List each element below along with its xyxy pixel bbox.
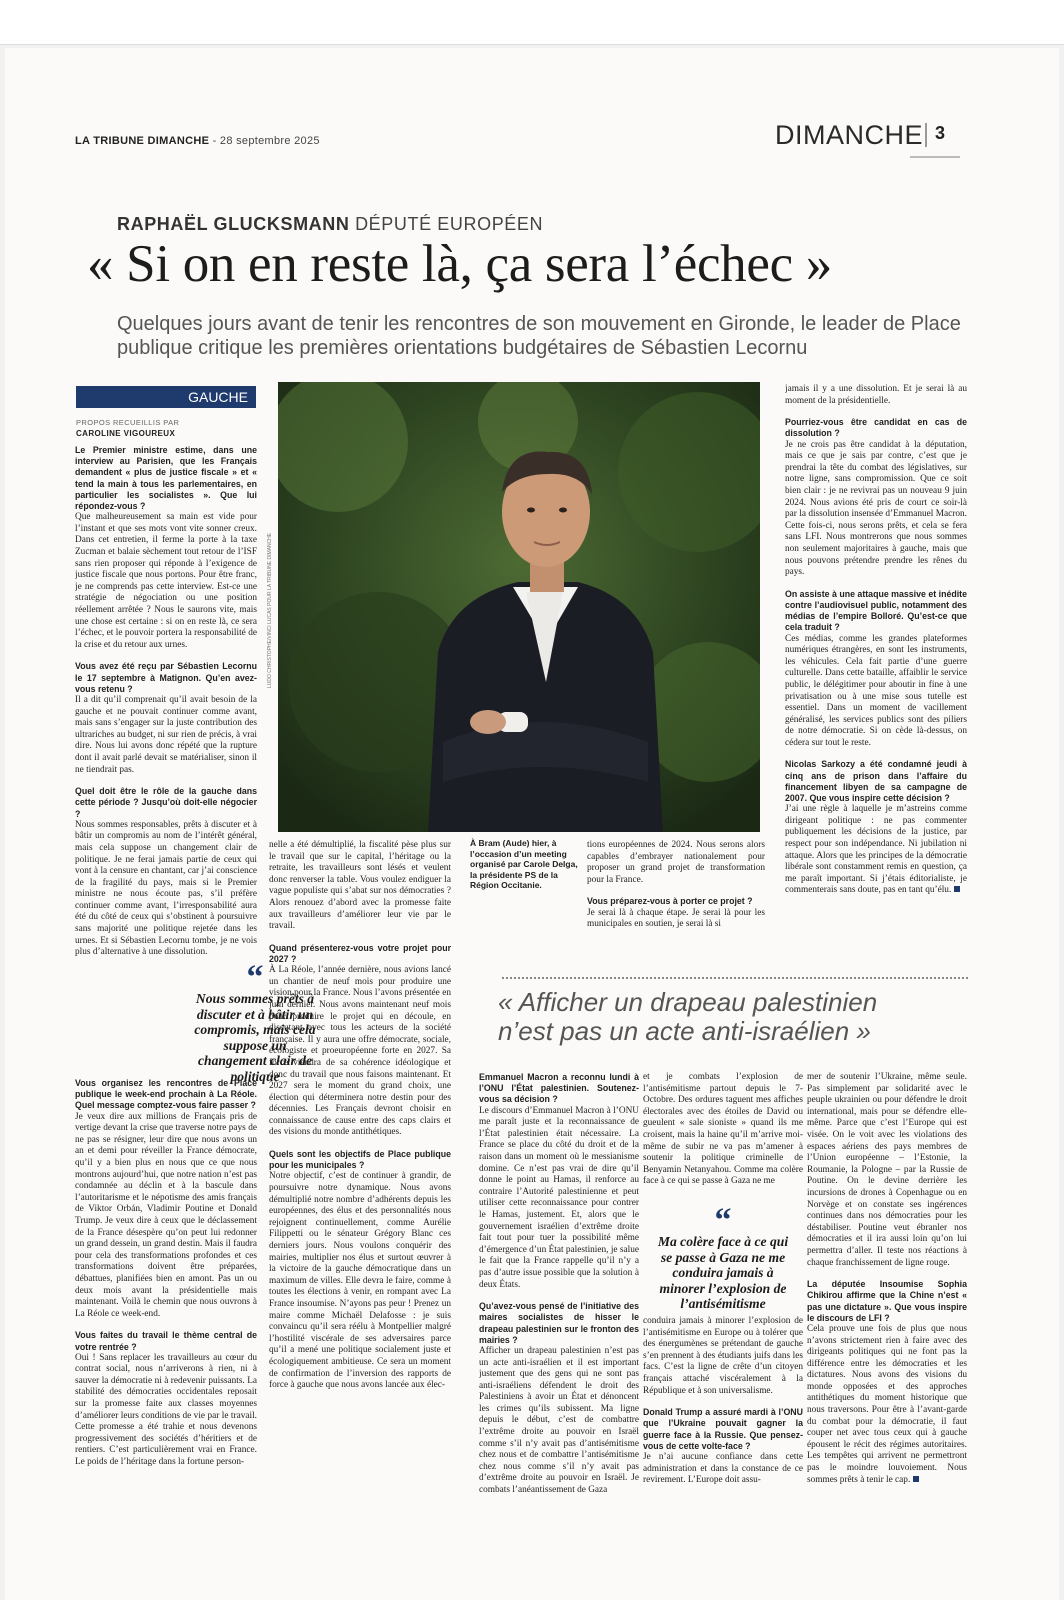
interview-answer: Afficher un drapeau palestinien n’est pas un acte anti-israélien et il est important justement que des gens qui ne sont pas anti-israéliens défendent le droit des Palestiniens à avoir un État et dénoncent les crimes qu’ils subissent. Ma ligne depuis le début, c’est de combattre l’extrême droite au pouvoir en Israël comme s’il n’y avait pas d’antisémitisme chez nous et de combattre l’antisémitisme chez nous comme s’il n’y avait pas d’extrême droite au pouvoir en Israël. Je combats l’anéantissement de Gaza [479, 1345, 639, 1496]
article-column-3 [587, 840, 765, 970]
headline: « Si on en reste là, ça sera l’échec » [87, 235, 832, 293]
portrait-photo [278, 382, 760, 832]
newspaper-page [5, 48, 1059, 1600]
paragraph [785, 384, 967, 407]
paragraph [587, 840, 765, 886]
interview-answer: Ces médias, comme les grandes plateformes numériques étrangères, en sont les instruments, les véhicules. Cela fait partie d’une guerre culturelle. Dans cette bataille, affaiblir le service public, le délégitimer pour aboutir in fine à une privatisation ou à une mise sous tutelle est essentiel. Dans un moment de vacillement généralisé, les services publics sont des piliers de notre démocratie. Si on cède là-dessus, on cédera sur tout le reste. [785, 633, 967, 748]
pull-quote-2-text: Ma colère face à ce qui se passe à Gaza ne me conduira jamais à minorer l’explosion de l’antisémitisme [657, 1234, 789, 1311]
interview-answer: mer de soutenir l’Ukraine, même seule. Pas simplement par solidarité avec le peuple ukrainien ou pour défendre le droit international, mais pour se défendre elle-même. Parce que c’est l’Europe qui est visée. On le voit avec les violations des espaces aériens des pays membres de l’Union européenne – l’Estonie, la Roumanie, la Pologne – par la Russie de Poutine. On le devine derrière les incursions de drones à Copenhague ou en Norvège et on constate ses ingérences continues dans nos démocraties pour les déstabiliser. Poutine veut ébranler nos démocraties et il ira aussi loin qu’on lui permettra d’aller. Il teste nos réactions à chaque franchissement de ligne rouge. [807, 1072, 967, 1268]
section-rule [910, 156, 960, 158]
paragraph [479, 1301, 639, 1497]
lower-column-1 [479, 1072, 639, 1588]
interview-answer: Nous sommes responsables, prêts à discuter et à bâtir un compromis au nom de l’intérêt général, mais cela suppose un changement clair de politique. Je ne ferai jamais partie de ceux qui vont à la censure en chantant, car j’ai conscience de la fragilité du pays, mais si le Premier ministre ne nous écoute pas, s’il préfère continuer comme avant, l’irresponsabilité aura été du côté de ceux qui s’obstinent à poursuivre sans majorité une politique rejetée dans les urnes. Et si Sébastien Lecornu tombe, je ne vois plus d’alternative à une dissolution. [75, 819, 257, 958]
paragraph [643, 1316, 803, 1397]
interview-answer: tions européennes de 2024. Nous serons alors capables d’embrayer nationalement pour proposer un grand projet de transformation pour la France. [587, 840, 765, 885]
interview-answer: et je combats l’explosion de l’antisémitisme partout depuis le 7-Octobre. Des ordures taguent mes affiches électorales avec des étoiles de David ou gueulent « sale sioniste » quand ils me croisent, mais la haine qu’il m’arrive moi-même de subir ne va pas m’amener à soutenir la politique criminelle de Benyamin Netanyahou. Comme ma colère face à ce qui se passe à Gaza ne me [643, 1072, 803, 1187]
quote-mark-icon: “ [714, 1202, 732, 1239]
interview-answer: Oui ! Sans replacer les travailleurs au cœur du contrat social, nous n’arriverons à rien, ni à sauver la démocratie ni à redevenir puissants. La stabilité des démocraties occidentales reposait sur la promesse faite aux classes moyennes d’améliorer leurs conditions de vie par le travail. Cette promesse a été trahie et nous devenons progressivement des sociétés d’héritiers et de rentiers. C’est particulièrement vrai en France. Le poids de l’héritage dans la fortune person- [75, 1352, 257, 1468]
paragraph [269, 943, 451, 1139]
lower-column-2-top [643, 1072, 803, 1200]
paragraph [269, 840, 451, 933]
interview-question: Quand présenterez-vous votre projet pour 2027 ? [269, 942, 451, 964]
credit-name: CAROLINE VIGOUREUX [76, 429, 176, 438]
interview-answer: conduira jamais à minorer l’explosion de l’antisémitisme en Europe ou à tolérer que des énergumènes se prétendant de gauche s’en prennent à des étudiants juifs dans les facs. C’est la ligne de crête d’un citoyen français attaché viscéralement à la République et à son universalisme. [643, 1316, 803, 1396]
lower-column-2-bottom [643, 1316, 803, 1588]
paragraph [75, 445, 257, 651]
publication-name: LA TRIBUNE DIMANCHE [75, 135, 210, 147]
interview-question: La députée Insoumise Sophia Chikirou affirme que la Chine n’est « pas une dictature ». Que vous inspire le discours de LFI ? [807, 1279, 967, 1323]
interview-question: Vous organisez les rencontres de Place publique le week-end prochain à La Réole. Quel message comptez-vous faire passer ? [75, 1078, 257, 1111]
photo-credit: LUDO CHRISTOPHE/VINCI LUCAS POUR LA TRIBUNE DIMANCHE [267, 532, 273, 688]
paragraph [479, 1072, 639, 1291]
interview-answer: Le discours d’Emmanuel Macron à l’ONU me paraît juste et la reconnaissance de l’État palestinien était nécessaire. La France se place du côté du droit et de la raison dans un moment où le messianisme domine. Ce n’est pas vrai de dire qu’il donne le point au Hamas, il renforce au contraire l’Autorité palestinienne et peut utiliser cette reconnaissance pour contrer le Hamas, justement. Et, alors que le gouvernement israélien d’extrême droite fait tout pour tuer la possibilité même d’émergence d’un État palestinien, je salue le fait que la France rappelle qu’il n’y a pas d’autre issue possible que la solution à deux États. [479, 1105, 639, 1290]
paragraph [643, 1407, 803, 1487]
secondary-headline: « Afficher un drapeau palestinien n’est pas un acte anti-israélien » [498, 987, 878, 1046]
interview-question: Quels sont les objectifs de Place publique pour les municipales ? [269, 1149, 451, 1171]
kicker-badge: GAUCHE [76, 386, 256, 408]
viewer-top-bar [0, 0, 1064, 45]
interview-answer: Je n’ai aucune confiance dans cette administration et dans la constance de ce revirement. L’Europe doit assu- [643, 1451, 803, 1486]
pull-quote-2 [652, 1202, 794, 1312]
paragraph [807, 1072, 967, 1269]
paragraph [785, 759, 967, 897]
article-column-2 [269, 840, 451, 1588]
interview-question: Le Premier ministre estime, dans une interview au Parisien, que les Français demandent « plus de justice fiscale » et « tend la main à tous les parlementaires, en particulier les socialistes ». Que lui répondez-vous ? [75, 445, 257, 512]
article-column-4 [785, 384, 967, 970]
issue-date: - 28 septembre 2025 [209, 135, 320, 147]
article-column-1-lower [75, 1078, 257, 1588]
interview-question: Emmanuel Macron a reconnu lundi à l’ONU l’État palestinien. Soutenez-vous sa décision ? [479, 1072, 639, 1105]
interview-question: Nicolas Sarkozy a été condamné jeudi à cinq ans de prison dans l’affaire du financement libyen de sa campagne de 2007. Que vous inspire cette décision ? [785, 759, 967, 804]
page-number: 3 [925, 123, 945, 147]
paragraph [587, 896, 765, 930]
quote-mark-icon: “ [246, 959, 264, 996]
interview-answer: Que malheureusement sa main est vide pour l’instant et que ses mots vont vite sonner creux. Dans cet entretien, il ferme la porte à la taxe Zucman et balaie sèchement tout retour de l’ISF sans rien proposer qui réponde à l’exigence de justice fiscale que nous portons. Pour être franc, je ne comprends pas cette interview. Est-ce une stratégie de négociation ou une position réellement arrêtée ? Nous le saurons vite, mais une chose est certaine : si on en reste là, ce sera l’échec, et le pouvoir portera la responsabilité de la crise et du retour aux urnes. [75, 512, 257, 650]
interview-answer: À La Réole, l’année dernière, nous avions lancé un chantier de neuf mois pour produire une vision pour la France. Nous l’avons présentée en juin dernier. Nous avons maintenant neuf mois pour produire le projet qui en découle, en discutant avec tous les acteurs de la société française. Il y aura une offre démocrate, sociale, écologiste et proeuropéenne forte en 2027. Sa force viendra de sa cohérence idéologique et donc du travail que nous faisons maintenant. Et 2027 sera le moment du grand choix, une élection qui déterminera notre destin pour des décennies. Les Français devront choisir en connaissance de cause entre des caps clairs et des visions du monde antithétiques. [269, 965, 451, 1138]
interview-answer: Cela prouve une fois de plus que nous n’avons strictement rien à faire avec des dirigeants politiques qui ne font pas la différence entre les démocraties et les dictatures. Nous avons des visions du monde opposées et des approches antithétiques du moment historique que nous traversons. Pour être à l’avant-garde du combat pour la démocratie, il faut couper net avec tous ceux qui à gauche épousent le récit des régimes autoritaires. Les tempêtes qui arrivent ne permettront pas le moindre louvoiement. Nous sommes prêts à tenir le cap. [807, 1323, 967, 1485]
interview-question: Quel doit être le rôle de la gauche dans cette période ? Jusqu’où doit-elle négocier ? [75, 786, 257, 819]
section-divider [502, 977, 968, 979]
interview-answer: Je veux dire aux millions de Français pris de vertige devant la crise que traverse notre pays de ne pas se résigner, leur dire que nous avons un an et demi pour réveiller la France démocrate, qu’il y a bien plus en nous que ce que nous montrons aujourd’hui, que notre nation n’est pas condamnée au déclin et à la bascule dans l’autoritarisme et le népotisme des amis français de Viktor Orbán, Vladimir Poutine et Donald Trump. Je veux dire à ceux que le déclassement de la France désespère qu’on peut lui redonner un grand dessein, un grand destin. Mais il faudra pour cela des transformations profondes et ces transformations doivent être préparées, débattues, planifiées bien en amont. Pas un ou deux mois avant la présidentielle mais maintenant. Voilà le chemin que nous ouvrons à La Réole ce week-end. [75, 1111, 257, 1319]
paragraph [785, 589, 967, 750]
interview-question: Pourriez-vous être candidat en cas de dissolution ? [785, 417, 967, 439]
interview-answer: nelle a été démultiplié, la fiscalité pèse plus sur le travail que sur le capital, l’héritage ou la retraite, les travailleurs sont lésés et veulent donc renverser la table. Vous voulez endiguer la vague populiste qui s’abat sur nos démocraties ? Alors renouez d’abord avec la promesse faite aux travailleurs d’améliorer leur vie par le travail. [269, 840, 451, 932]
interview-question: Vous préparez-vous à porter ce projet ? [587, 896, 753, 907]
paragraph [807, 1279, 967, 1486]
interview-question: Qu’avez-vous pensé de l’initiative des maires socialistes de hisser le drapeau palestinien sur le fronton des mairies ? [479, 1301, 639, 1345]
interview-answer: Il a dit qu’il comprenait qu’il avait besoin de la gauche et ne pouvait continuer comme avant, mais sans s’engager sur la juste contribution des ultrariches au budget, ni sur rien de précis, à vrai dire. Nous lui avons donc répété que la rupture dont il avait parlé devait se matérialiser, sinon il ne tiendrait pas. [75, 694, 257, 775]
interview-question: Donald Trump a assuré mardi à l’ONU que l’Ukraine pouvait gagner la guerre face à la Russie. Que pensez-vous de cette volte-face ? [643, 1407, 803, 1451]
interview-answer: jamais il y a une dissolution. Et je serai là au moment de la présidentielle. [785, 384, 967, 406]
paragraph [75, 661, 257, 776]
paragraph [75, 1330, 257, 1468]
interview-answer: Notre objectif, c’est de continuer à grandir, de poursuivre notre dynamique. Nous avons démultiplié notre nombre d’adhérents depuis les européennes, des élus et des personnalités nous rejoignent continuellement, comme Aurélie Filippetti ou le sénateur Grégory Blanc ces derniers jours. Nous voulons conquérir des mairies, multiplier nos élus et surtout œuvrer à la victoire de la gauche démocratique dans un maximum de villes. Elle devra le faire, comme à toutes les élections à venir, en rompant avec La France insoumise. N’ayons pas peur ! Prenez un maire comme Michaël Delafosse : je suis convaincu qu’il sera réélu à Montpellier malgré l’hostilité viscérale de ses adversaires parce qu’il a mené une politique socialement juste et écologiquement ambitieuse. Ce sera un moment de confirmation de l’inversion des rapports de force à gauche que nous avons lancée aux élec- [269, 1171, 451, 1391]
byline-interviewee [117, 214, 543, 235]
section-name: DIMANCHE [775, 120, 924, 150]
running-header [75, 135, 320, 147]
interview-question: On assiste à une attaque massive et inédite contre l’audiovisuel public, notamment des médias de l’empire Bolloré. Qu’est-ce que cela traduit ? [785, 588, 967, 633]
pull-quote-1-text: Nous sommes prêts à discuter et à bâtir un compromis, mais cela suppose un changement clair de politique [194, 991, 316, 1084]
interviewee-role: DÉPUTÉ EUROPÉEN [349, 214, 544, 234]
interview-question: Vous avez été reçu par Sébastien Lecornu le 17 septembre à Matignon. Qu’en avez-vous retenu ? [75, 661, 257, 694]
article-column-1 [75, 445, 257, 970]
end-mark-icon [913, 1476, 919, 1482]
interview-answer: J’ai une règle à laquelle je m’astreins comme dirigeant politique : ne pas commenter publiquement les décisions de la justice, par respect pour son indépendance. Ni jubilation ni attaque. Alors que les principes de la démocratie libérale sont constamment remis en question, ça me paraît important. Si j’étais éditorialiste, je commenterais sans doute, pas en tant qu’élu. [785, 804, 967, 896]
interview-answer: Je ne crois pas être candidat à la députation, mais ce que je sais par contre, c’est que je prendrai la tête du combat des législatives, sur notre ligne, sans compromission. Que ce soit bien clair : je ne revivrai pas un nouveau 9 juin 2024. Nous avions été pris de court ce soir-là par la dissolution insensée d’Emmanuel Macron. Cette fois-ci, nous serons prêts, et cela se fera sans LFI. Nous montrerons que nous sommes non seulement majoritaires à gauche, mais que nous pouvons prétendre prendre les rênes du pays. [785, 439, 967, 578]
paragraph [643, 1072, 803, 1188]
photo-caption: À Bram (Aude) hier, à l’occasion d’un meeting organisé par Carole Delga, la présidente PS de la Région Occitanie. [470, 838, 578, 890]
paragraph [269, 1149, 451, 1392]
credit-label: PROPOS RECUEILLIS PAR [76, 418, 180, 427]
interview-question: Vous faites du travail le thème central de votre rentrée ? [75, 1330, 257, 1352]
portrait-illustration [278, 382, 760, 832]
lower-column-3 [807, 1072, 967, 1588]
paragraph [75, 786, 257, 959]
paragraph [785, 417, 967, 579]
standfirst: Quelques jours avant de tenir les rencontres de son mouvement en Gironde, le leader de Place publique critique les premières orientations budgétaires de Sébastien Lecornu [117, 313, 961, 359]
end-mark-icon [954, 886, 960, 892]
interview-answer: Je serai là à chaque étape. Je serai là pour les municipales en soutien, je serai là si [587, 907, 765, 930]
paragraph [75, 1078, 257, 1320]
interviewee-name: RAPHAËL GLUCKSMANN [117, 214, 350, 234]
